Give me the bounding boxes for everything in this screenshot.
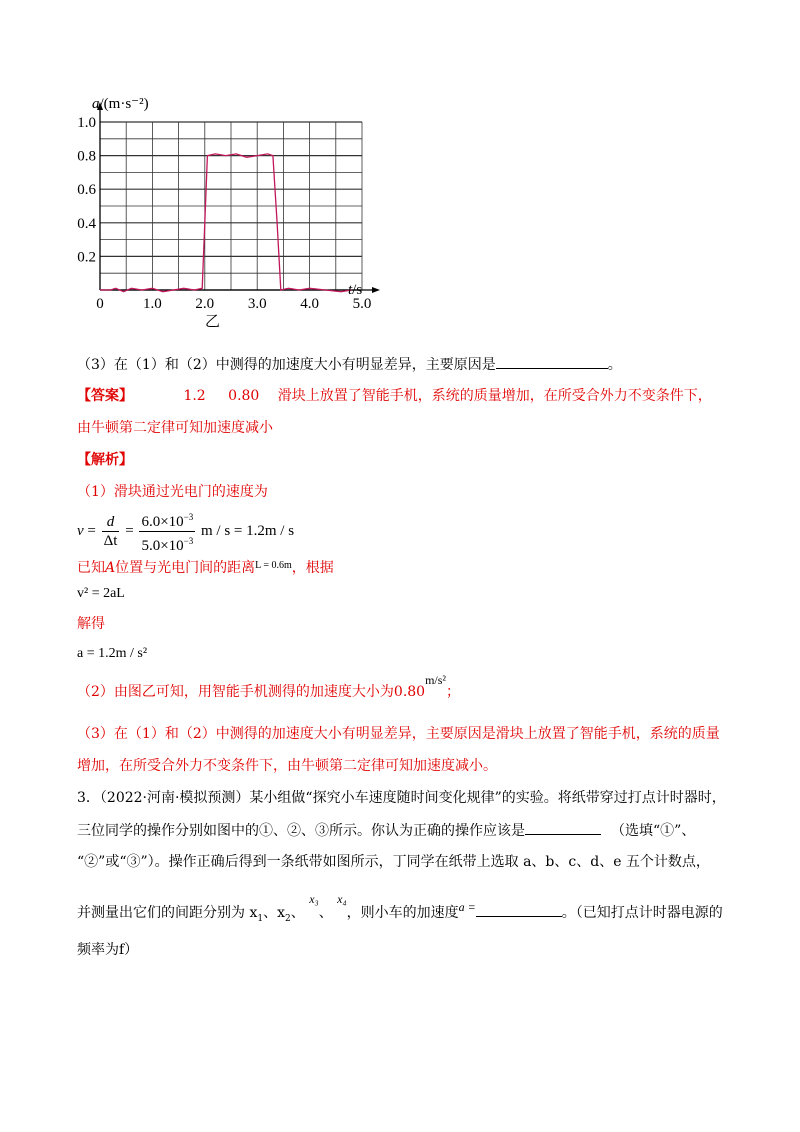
answer-line-1	[77, 386, 712, 406]
q3b-x1-text: 并测量出它们的间距分别为 x	[77, 905, 258, 921]
x-tick-label: 3.0	[247, 296, 267, 312]
eq1-rhs: m / s = 1.2m / s	[200, 522, 295, 539]
y-tick-label: 0.8	[77, 148, 96, 165]
equation-velocity: v = $\frac{d}{\Delta t}$ = $\frac{6.0\times 10^{-3}}{5.0\times 10^{-3}}$ m / s = 1.2m / s	[77, 508, 294, 555]
question-3-line	[77, 354, 622, 375]
x-axis-label: t/s	[348, 282, 363, 298]
acceleration-time-chart	[70, 88, 390, 338]
p2-distance: L = 0.6m	[255, 560, 292, 571]
y-tick-label: 1.0	[77, 115, 96, 131]
eq1-num2-exp: −3	[183, 512, 194, 522]
q3b-x2-text: 、x	[263, 905, 285, 921]
x-axis-arrow	[372, 287, 380, 293]
y-tick-label: 0.2	[77, 249, 96, 266]
analysis-label: 【解析】	[77, 452, 133, 468]
q3b-sep2: 、	[318, 905, 333, 921]
y-axis-label: a/(m·s⁻²)	[92, 96, 149, 112]
equation-result: a = 1.2m / s²	[77, 646, 148, 661]
q3b-line5: 频率为f）	[77, 942, 139, 958]
operation-blank[interactable]	[525, 820, 601, 835]
q3b-line2	[77, 820, 695, 841]
q3b-sep1: 、	[290, 905, 305, 921]
eq1-num2: 6.0×10	[141, 514, 184, 530]
p2-text-a: 已知	[77, 560, 105, 576]
q3b-a-symbol: a =	[458, 900, 476, 914]
y-tick-label: 0.6	[77, 182, 96, 199]
eq1-den1: Δt	[103, 533, 118, 549]
x-tick-label: 2.0	[195, 296, 215, 312]
chart-axes	[97, 102, 380, 293]
x-tick-label: 1.0	[143, 296, 162, 312]
chart-caption: 乙	[205, 314, 221, 330]
q3b-line4-end: 。（已知打点计时器电源的	[561, 905, 723, 921]
answer-blank[interactable]	[496, 354, 608, 369]
chart-grid	[100, 122, 362, 290]
answer-reason-1: 滑块上放置了智能手机，系统的质量增加，在所受合外力不变条件下，	[277, 388, 712, 404]
q3b-line3: “②”或“③”）。操作正确后得到一条纸带如图所示，丁同学在纸带上选取 a、b、c、d、e 五个计数点，	[77, 854, 710, 870]
q3b-x3: x₃	[309, 892, 319, 906]
analysis-p1: （1）滑块通过光电门的速度为	[77, 484, 268, 500]
acceleration-blank[interactable]	[476, 902, 562, 917]
answer-value-1: 1.2	[183, 388, 206, 404]
analysis-p4	[77, 673, 461, 702]
p2-text-c: ，根据	[291, 560, 334, 576]
analysis-p3: 解得	[77, 616, 105, 632]
q3b-x4: x₄	[337, 892, 347, 906]
chart-tick-labels	[77, 115, 371, 312]
q3b-line2-end: （选填“①”、	[611, 823, 696, 839]
p2-text-b: 位置与光电门间的距离	[115, 560, 256, 576]
answer-label: 【答案】	[77, 388, 133, 404]
q3b-line2-text: 三位同学的操作分别如图中的①、②、③所示。你认为正确的操作应该是	[77, 823, 525, 839]
q3b-line1: 3．（2022·河南·模拟预测）某小组做“探究小车速度随时间变化规律”的实验。将纸带穿过打点计时器时，	[77, 790, 726, 806]
p4-text: （2）由图乙可知，用智能手机测得的加速度大小为0.80	[77, 684, 426, 700]
question-3-end: 。	[607, 357, 622, 373]
eq1-lhs: v	[77, 522, 84, 539]
eq1-num1: d	[106, 514, 115, 530]
analysis-p5-line2: 增加，在所受合外力不变条件下，由牛顿第二定律可知加速度减小。	[77, 758, 497, 774]
eq1-den2-exp: −3	[183, 536, 194, 546]
p4-end: ；	[446, 684, 461, 700]
x-tick-label: 4.0	[300, 296, 319, 312]
q3b-accel-text: ，则小车的加速度	[346, 905, 459, 921]
y-tick-label: 0.4	[77, 215, 96, 232]
answer-line-2	[77, 418, 273, 438]
x-tick-label: 5.0	[352, 296, 372, 312]
analysis-p2	[77, 556, 334, 578]
q3b-line4: 并测量出它们的间距分别为 $x_1$、$x_2$、 x₃、 x₄，则小车的加速度a = 。（已知打点计时器电源的	[77, 892, 723, 924]
answer-value-2: 0.80	[228, 388, 260, 404]
p4-unit: m/s²	[425, 673, 447, 687]
equation-kinematic: v² = 2aL	[77, 586, 125, 601]
analysis-p5-line1: （3）在（1）和（2）中测得的加速度大小有明显差异，主要原因是滑块上放置了智能手机，系统的质量	[77, 726, 720, 742]
eq1-den2: 5.0×10	[141, 538, 184, 554]
p2-point-a: A	[105, 560, 116, 576]
question-3-text: （3）在（1）和（2）中测得的加速度大小有明显差异，主要原因是	[77, 357, 496, 373]
x-tick-label: 0	[96, 296, 104, 312]
answer-reason-2: 由牛顿第二定律可知加速度减小	[77, 420, 273, 436]
